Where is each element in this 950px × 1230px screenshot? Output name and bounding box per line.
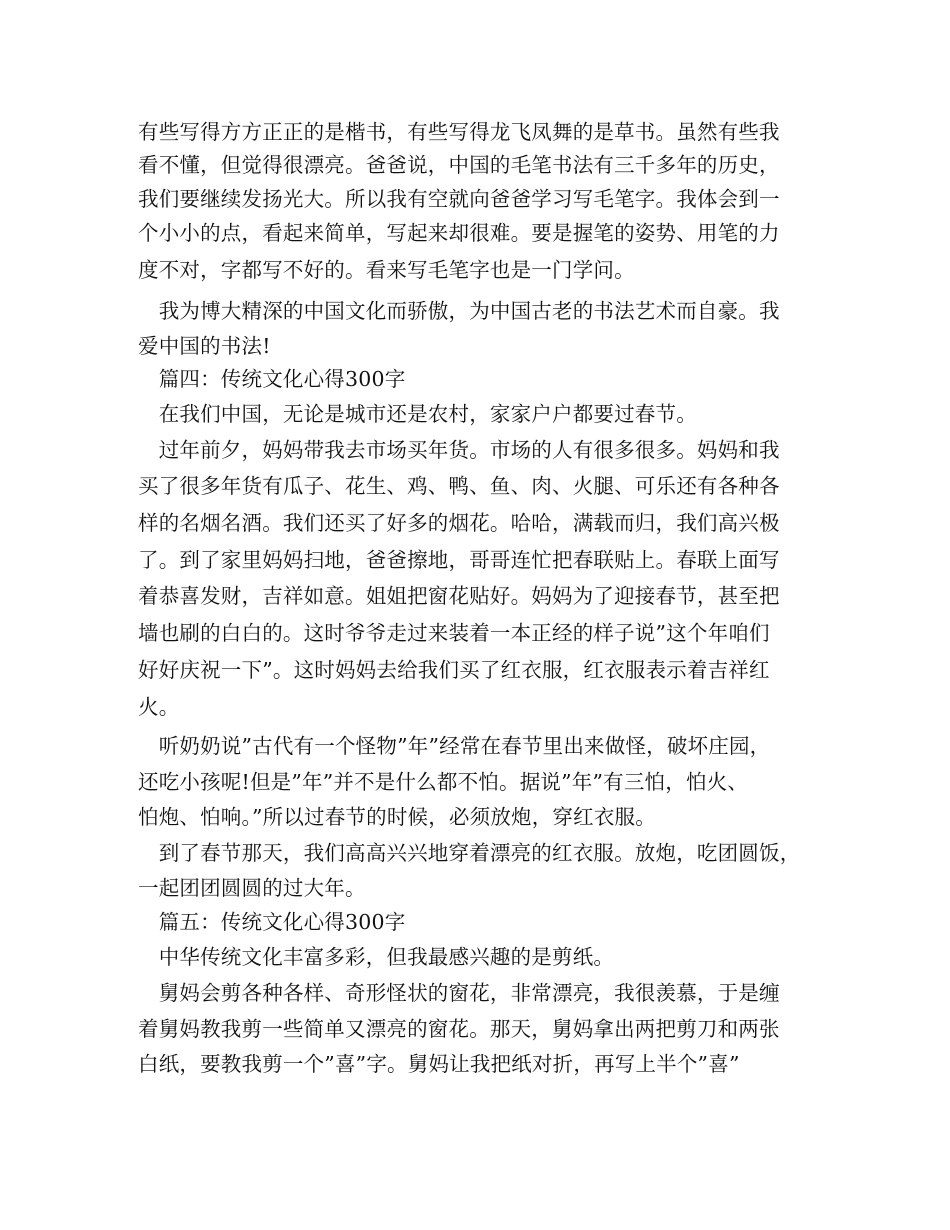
- text-line-6: 我为博大精深的中国文化而骄傲，为中国古老的书法艺术而自豪。我: [138, 299, 780, 323]
- text-line-22: 一起团团圆圆的过大年。: [138, 876, 366, 900]
- text-line-2: 看不懂，但觉得很漂亮。爸爸说，中国的毛笔书法有三千多年的历史，: [138, 153, 780, 177]
- text-line-13: 了。到了家里妈妈扫地，爸爸擦地，哥哥连忙把春联贴上。春联上面写: [138, 548, 780, 572]
- section-heading-5: 篇五：传统文化心得300字: [138, 910, 406, 934]
- text-line-20: 怕炮、怕响。”所以过春节的时候，必须放炮，穿红衣服。: [138, 805, 656, 829]
- text-line-27: 白纸，要教我剪一个”喜”字。舅妈让我把纸对折，再写上半个”喜”: [138, 1052, 740, 1076]
- text-line-12: 样的名烟名酒。我们还买了好多的烟花。哈哈，满载而归，我们高兴极: [138, 511, 780, 535]
- text-line-15: 墙也刷的白白的。这时爷爷走过来装着一本正经的样子说”这个年咱们: [138, 621, 770, 645]
- text-line-10: 过年前夕，妈妈带我去市场买年货。市场的人有很多很多。妈妈和我: [138, 438, 780, 462]
- section-heading-4: 篇四：传统文化心得300字: [138, 367, 406, 391]
- text-line-18: 听奶奶说”古代有一个怪物”年”经常在春节里出来做怪，破坏庄园，: [138, 734, 771, 758]
- text-line-5: 度不对，字都写不好的。看来写毛笔字也是一门学问。: [138, 258, 635, 282]
- text-line-1: 有些写得方方正正的是楷书，有些写得龙飞凤舞的是草书。虽然有些我: [138, 120, 780, 144]
- text-line-16: 好好庆祝一下”。这时妈妈去给我们买了红衣服，红衣服表示着吉祥红: [138, 658, 770, 682]
- text-line-19: 还吃小孩呢!但是”年”并不是什么都不怕。据说”年”有三怕，怕火、: [138, 770, 749, 794]
- text-line-9: 在我们中国，无论是城市还是农村，家家户户都要过春节。: [138, 402, 697, 426]
- text-line-21: 到了春节那天，我们高高兴兴地穿着漂亮的红衣服。放炮，吃团圆饭，: [138, 841, 801, 865]
- text-line-11: 买了很多年货有瓜子、花生、鸡、鸭、鱼、肉、火腿、可乐还有各种各: [138, 474, 780, 498]
- text-line-25: 舅妈会剪各种各样、奇形怪状的窗花，非常漂亮，我很羡慕，于是缠: [138, 981, 780, 1005]
- text-line-17: 火。: [138, 695, 180, 719]
- text-line-3: 我们要继续发扬光大。所以我有空就向爸爸学习写毛笔字。我体会到一: [138, 187, 780, 211]
- text-line-4: 个小小的点，看起来简单，写起来却很难。要是握笔的姿势、用笔的力: [138, 221, 780, 245]
- text-line-24: 中华传统文化丰富多彩，但我最感兴趣的是剪纸。: [138, 945, 615, 969]
- text-line-26: 着舅妈教我剪一些简单又漂亮的窗花。那天，舅妈拿出两把剪刀和两张: [138, 1017, 780, 1041]
- text-line-7: 爱中国的书法!: [138, 334, 271, 358]
- text-line-14: 着恭喜发财，吉祥如意。姐姐把窗花贴好。妈妈为了迎接春节，甚至把: [138, 584, 780, 608]
